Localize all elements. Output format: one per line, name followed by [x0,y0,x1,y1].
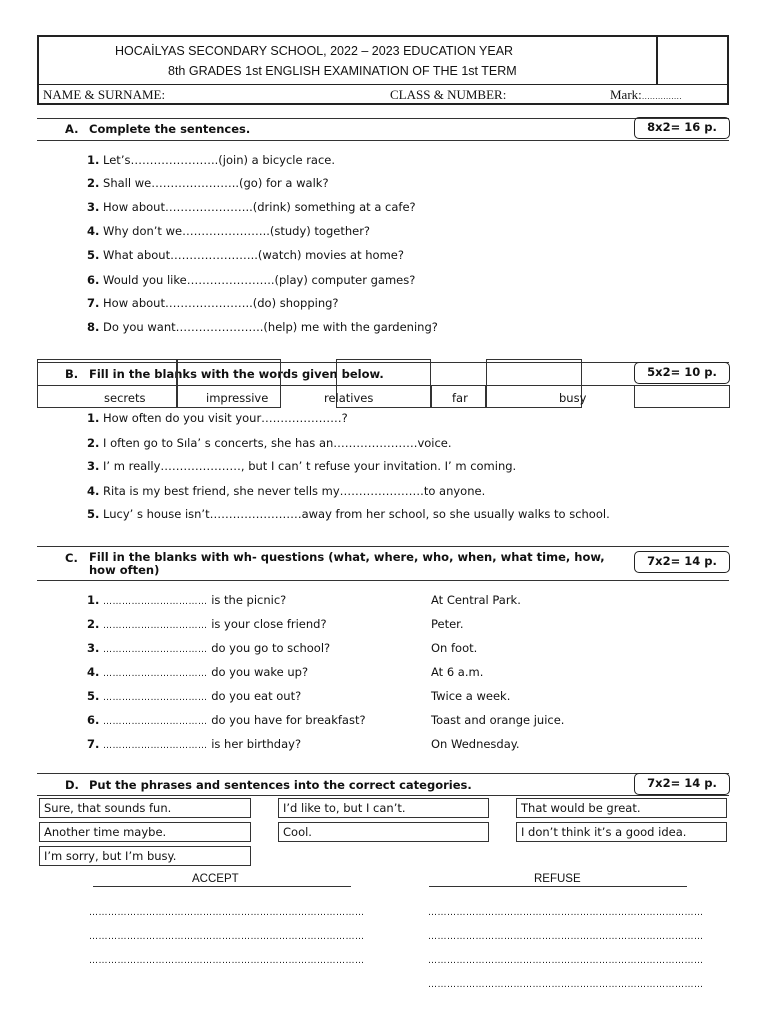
section-b-letter: B. [65,367,79,381]
class-number-label: CLASS & NUMBER: [390,87,507,102]
answer-text: At 6 a.m. [431,665,484,679]
school-title: HOCAİLYAS SECONDARY SCHOOL, 2022 – 2023 EDUCATION YEAR [115,44,514,58]
list-item: 3. …………………………… do you go to school? [87,641,331,655]
list-item: 3. I’ m really…………………, but I can’ t refuse your invitation. I’ m coming. [87,459,517,473]
section-d-letter: D. [65,778,79,792]
answer-text: On Wednesday. [431,737,520,751]
accept-underline [93,886,351,887]
list-item: 6. Would you like…………………..(play) computer games? [87,273,416,287]
refuse-answer-line: …………………………………………………………………………… [428,956,704,966]
list-item: 2. I often go to Sıla’ s concerts, she has an………………….voice. [87,436,452,450]
section-a-letter: A. [65,122,79,136]
list-item: 4. Why don’t we…………………..(study) together? [87,224,371,238]
section-c-score: 7x2= 14 p. [634,551,730,573]
list-item: 3. How about…………………..(drink) something at a cafe? [87,200,416,214]
accept-answer-line: …………………………………………………………………………… [89,932,365,942]
section-a-title: Complete the sentences. [89,122,251,136]
answer-text: Toast and orange juice. [431,713,565,727]
section-a-rule-top [37,118,729,119]
refuse-answer-line: …………………………………………………………………………… [428,980,704,990]
section-b-score: 5x2= 10 p. [634,362,730,384]
accept-answer-line: …………………………………………………………………………… [89,956,365,966]
answer-text: At Central Park. [431,593,521,607]
list-item: 5. …………………………… do you eat out? [87,689,302,703]
phrase-box: I’m sorry, but I’m busy. [39,846,251,866]
list-item: 4. …………………………… do you wake up? [87,665,309,679]
phrase-box: Another time maybe. [39,822,251,842]
section-d-score: 7x2= 14 p. [634,773,730,795]
word-bank-item: busy [559,391,587,405]
header-divider [656,37,658,84]
mark-label: Mark:…………… [610,87,682,102]
phrase-box: I don’t think it’s a good idea. [516,822,727,842]
section-d-rule-bottom [37,795,729,796]
phrase-box: Cool. [278,822,489,842]
refuse-underline [429,886,687,887]
exam-title: 8th GRADES 1st ENGLISH EXAMINATION OF THE 1st TERM [168,64,517,78]
list-item: 1. Let’s…………………..(join) a bicycle race. [87,153,336,167]
refuse-answer-line: …………………………………………………………………………… [428,932,704,942]
section-d-rule-top [37,773,729,774]
section-d-title: Put the phrases and sentences into the correct categories. [89,778,472,792]
name-surname-label: NAME & SURNAME: [43,87,166,102]
list-item: 7. How about…………………..(do) shopping? [87,296,339,310]
section-c-letter: C. [65,551,78,565]
word-bank-item: impressive [206,391,269,405]
answer-text: On foot. [431,641,478,655]
word-box-frame [634,385,730,408]
phrase-box: That would be great. [516,798,727,818]
accept-heading: ACCEPT [192,873,239,885]
word-bank-item: far [452,391,468,405]
section-b-title: Fill in the blanks with the words given below. [89,367,384,381]
list-item: 1. …………………………… is the picnic? [87,593,287,607]
section-c-rule-top [37,546,729,547]
list-item: 5. What about…………………..(watch) movies at home? [87,248,404,262]
list-item: 5. Lucy’ s house isn’t……………………away from her school, so she usually walks to school. [87,507,610,521]
list-item: 4. Rita is my best friend, she never tells my………………….to anyone. [87,484,486,498]
accept-answer-line: …………………………………………………………………………… [89,908,365,918]
list-item: 7. …………………………… is her birthday? [87,737,302,751]
list-item: 6. …………………………… do you have for breakfast? [87,713,366,727]
list-item: 2. …………………………… is your close friend? [87,617,327,631]
word-bank-item: relatives [324,391,374,405]
section-c-rule-bottom [37,580,729,581]
list-item: 8. Do you want…………………..(help) me with the gardening? [87,320,438,334]
list-item: 1. How often do you visit your…………………? [87,411,348,425]
answer-text: Twice a week. [431,689,511,703]
refuse-answer-line: …………………………………………………………………………… [428,908,704,918]
header-rule [39,84,727,85]
word-bank-item: secrets [104,391,146,405]
answer-text: Peter. [431,617,464,631]
section-a-score: 8x2= 16 p. [634,117,730,139]
phrase-box: I’d like to, but I can’t. [278,798,489,818]
section-a-rule-bottom [37,140,729,141]
refuse-heading: REFUSE [534,873,581,885]
section-c-title: Fill in the blanks with wh- questions (what, where, who, when, what time, how, how often) [89,550,605,577]
phrase-box: Sure, that sounds fun. [39,798,251,818]
list-item: 2. Shall we…………………..(go) for a walk? [87,176,329,190]
